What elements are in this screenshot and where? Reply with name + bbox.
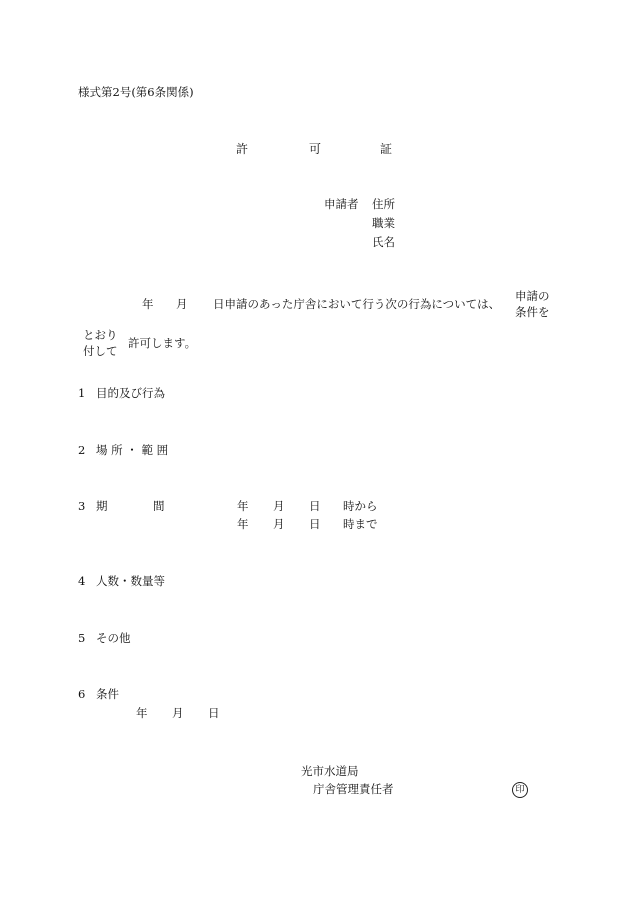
item-5-label: その他: [96, 631, 131, 645]
period-to-month: 月: [273, 517, 285, 531]
period-from-time: 時から: [343, 499, 378, 513]
applicant-name-label: 氏名: [372, 235, 395, 249]
item-1-number: 1: [78, 386, 86, 400]
body-text: 日申請のあった庁舎において行う次の行為については、: [213, 297, 501, 311]
title-char-3: 証: [380, 142, 393, 156]
period-to-day: 日: [309, 517, 321, 531]
item-2-label: 場 所 ・ 範 囲: [96, 443, 169, 457]
title-char-2: 可: [309, 142, 322, 156]
period-from-month: 月: [273, 499, 285, 513]
body-alt-line2: 付して: [83, 344, 118, 358]
item-4-number: 4: [78, 574, 86, 588]
body-year: 年: [142, 297, 154, 311]
body-alt-line1: とおり: [83, 328, 118, 342]
form-label: 様式第2号(第6条関係): [78, 85, 194, 99]
applicant-occupation-label: 職業: [372, 216, 395, 230]
item-3-label-b: 間: [153, 499, 165, 513]
item-1-label: 目的及び行為: [96, 386, 165, 400]
item-6-number: 6: [78, 687, 86, 701]
item-3-number: 3: [78, 499, 86, 513]
body-ending: 許可します。: [128, 336, 197, 350]
item-6-label: 条件: [96, 687, 119, 701]
applicant-label: 申請者: [324, 197, 359, 211]
period-to-time: 時まで: [343, 517, 378, 531]
item-4-label: 人数・数量等: [96, 574, 165, 588]
body-condition-line2: 条件を: [515, 305, 550, 319]
issuer-title: 庁舎管理責任者: [313, 782, 394, 796]
issue-date-year: 年: [136, 706, 148, 720]
period-to-year: 年: [237, 517, 249, 531]
period-from-year: 年: [237, 499, 249, 513]
item-3-label-a: 期: [96, 499, 108, 513]
body-condition-line1: 申請の: [515, 289, 550, 303]
issuer-organization: 光市水道局: [301, 764, 359, 778]
body-month: 月: [176, 297, 188, 311]
seal-mark: 印: [512, 782, 528, 798]
period-from-day: 日: [309, 499, 321, 513]
applicant-address-label: 住所: [372, 197, 395, 211]
issue-date-day: 日: [208, 706, 220, 720]
title-char-1: 許: [236, 142, 249, 156]
item-5-number: 5: [78, 631, 86, 645]
issue-date-month: 月: [172, 706, 184, 720]
item-2-number: 2: [78, 443, 86, 457]
